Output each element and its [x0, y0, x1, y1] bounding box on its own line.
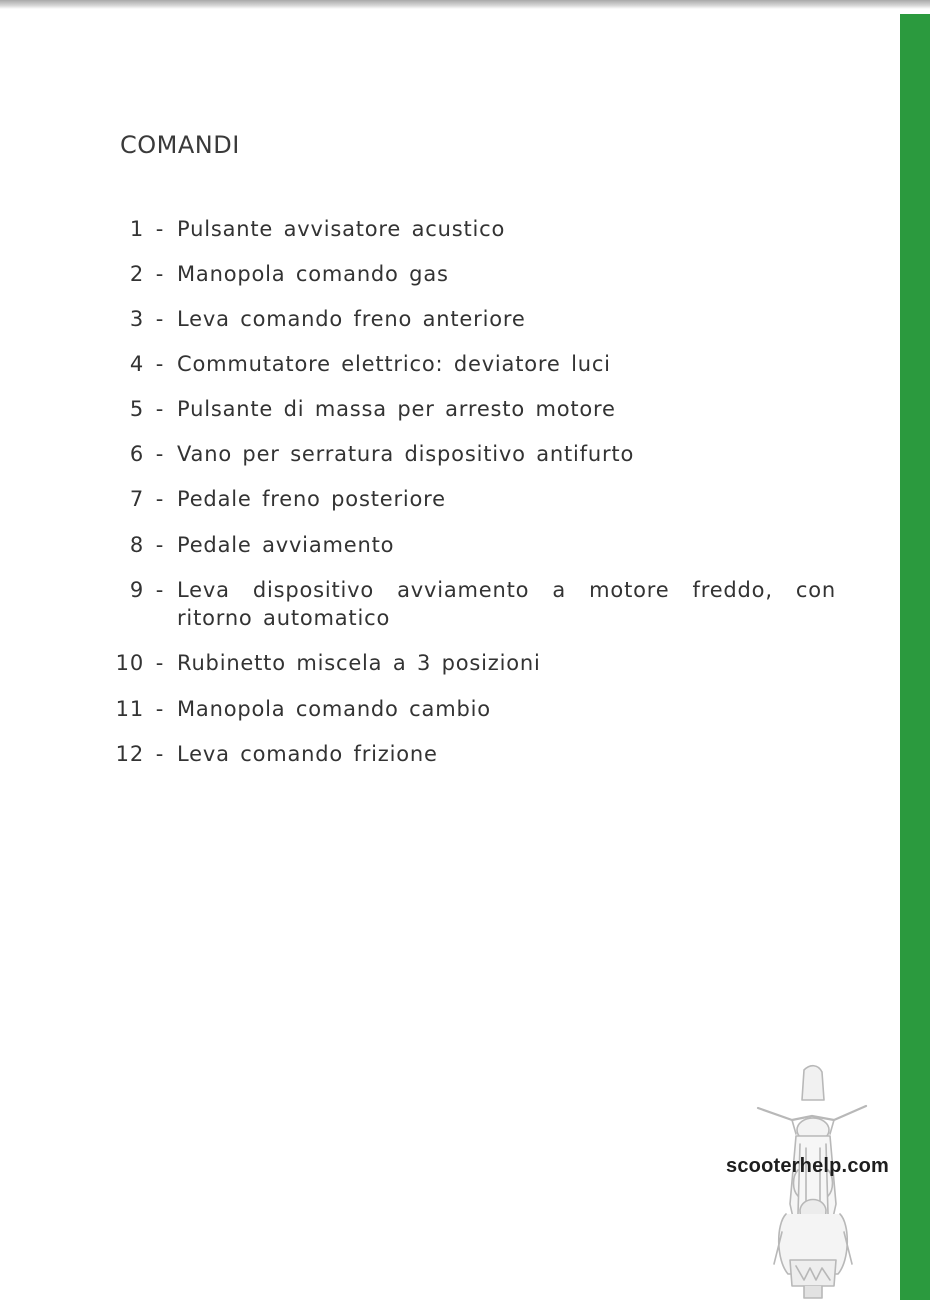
item-text: Rubinetto miscela a 3 posizioni [177, 651, 541, 675]
item-separator: - [155, 533, 165, 557]
page-top-edge [0, 0, 930, 9]
item-separator: - [155, 307, 165, 331]
item-text: Leva comando frizione [177, 742, 438, 766]
item-separator: - [155, 442, 165, 466]
scooter-icon [752, 1064, 872, 1300]
item-number: 5 [129, 397, 144, 421]
item-number: 2 [129, 262, 144, 286]
item-text: Pulsante di massa per arresto motore [177, 397, 616, 421]
watermark: scooterhelp.com [726, 1155, 890, 1177]
item-text: Pedale freno posteriore [177, 487, 446, 511]
item-text: Pulsante avvisatore acustico [177, 217, 506, 241]
item-text: Leva dispositivo avviamento a motore freddo, con ritorno automatico [177, 578, 836, 630]
item-separator: - [155, 578, 165, 602]
item-separator: - [155, 697, 165, 721]
item-separator: - [155, 742, 165, 766]
item-number: 4 [129, 352, 144, 376]
item-text: Manopola comando cambio [177, 697, 491, 721]
item-number: 9 [129, 578, 144, 602]
item-number: 3 [129, 307, 144, 331]
item-number: 7 [129, 487, 144, 511]
item-number: 10 [115, 651, 144, 675]
green-edge-band [900, 14, 930, 1300]
item-number: 11 [115, 697, 144, 721]
item-number: 12 [115, 742, 144, 766]
item-number: 8 [129, 533, 144, 557]
item-separator: - [155, 217, 165, 241]
item-separator: - [155, 487, 165, 511]
item-text: Manopola comando gas [177, 262, 449, 286]
item-text: Leva comando freno anteriore [177, 307, 526, 331]
item-text: Pedale avviamento [177, 533, 395, 557]
item-number: 1 [129, 217, 144, 241]
item-text: Commutatore elettrico: deviatore luci [177, 352, 611, 376]
page-title: COMANDI [120, 131, 240, 159]
item-separator: - [155, 352, 165, 376]
item-separator: - [155, 262, 165, 286]
item-separator: - [155, 397, 165, 421]
item-text: Vano per serratura dispositivo antifurto [177, 442, 635, 466]
item-number: 6 [129, 442, 144, 466]
item-separator: - [155, 651, 165, 675]
